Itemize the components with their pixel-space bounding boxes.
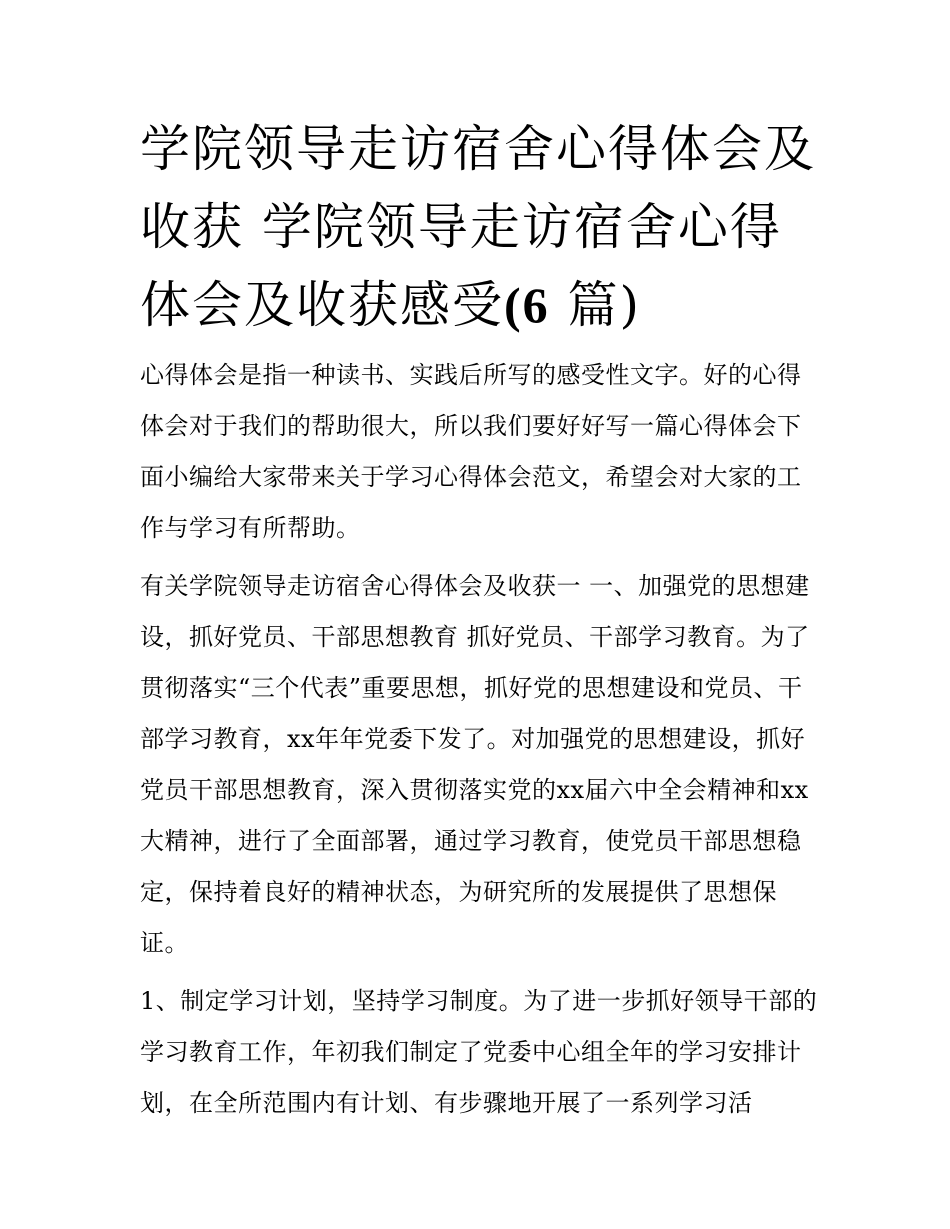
title-suffix: 篇) <box>549 276 642 334</box>
title-count: (6 <box>504 277 550 333</box>
body-paragraph: 有关学院领导走访宿舍心得体会及收获一 一、加强党的思想建设，抓好党员、干部思想教育 抓好党员、干部学习教育。为了贯彻落实“三个代表”重要思想，抓好党的思想建设和党员、干部学习教育，xx年年党委下发了。对加强党的思想建设，抓好党员干部思想教育，深入贯彻落实党的xx届六中全会精神和xx大精神，进行了全面部署，通过学习教育，使党员干部思想稳定，保持着良好的精神状态，为研究所的发展提供了思想保证。 <box>140 572 810 957</box>
document-page <box>140 110 820 1129</box>
title-text: 学院领导走访宿舍心得体会及收获 学院领导走访宿舍心得体会及收获感受 <box>140 120 816 334</box>
body-paragraph: 1、制定学习计划，坚持学习制度。为了进一步抓好领导干部的学习教育工作，年初我们制定了党委中心组全年的学习安排计划，在全所范围内有计划、有步骤地开展了一系列学习活 <box>140 987 818 1117</box>
document-title <box>140 110 820 344</box>
intro-paragraph: 心得体会是指一种读书、实践后所写的感受性文字。好的心得体会对于我们的帮助很大，所以我们要好好写一篇心得体会下面小编给大家带来关于学习心得体会范文，希望会对大家的工作与学习有所帮助。 <box>140 361 802 542</box>
